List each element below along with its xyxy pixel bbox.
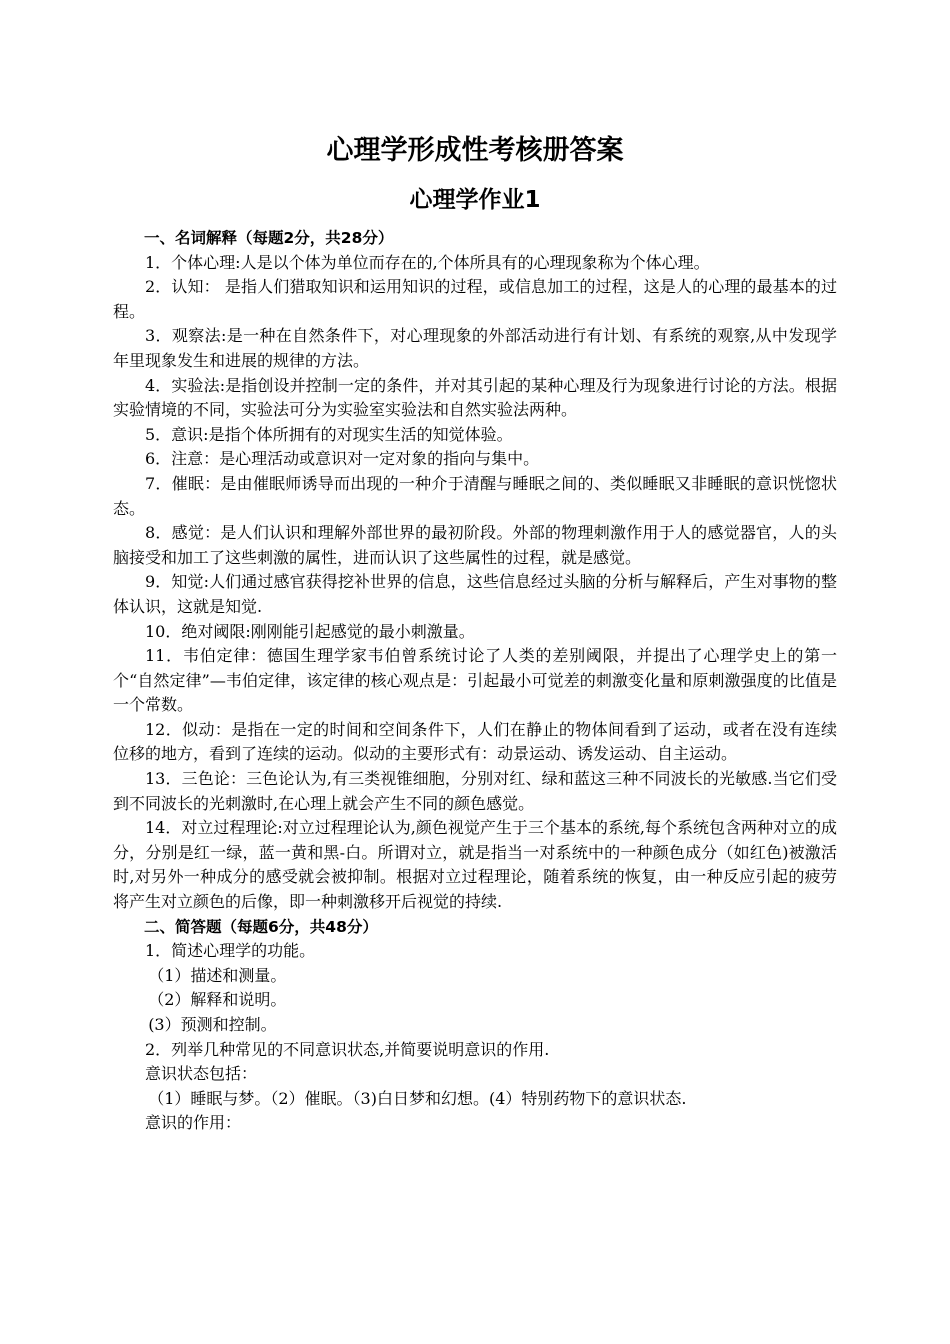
- document-subtitle: 心理学作业1: [409, 187, 541, 213]
- section-heading: 一、名词解释（每题2分，共28分）: [144, 229, 394, 247]
- definition-item: 13．三色论：三色论认为,有三类视锥细胞，分别对红、绿和蓝这三种不同波长的光敏感.当它们受到不同波长的光刺激时,在心理上就会产生不同的颜色感觉。: [113, 769, 837, 813]
- document-title: 心理学形成性考核册答案: [326, 135, 624, 166]
- definition-item: 7．催眠：是由催眠师诱导而出现的一种介于清醒与睡眠之间的、类似睡眠又非睡眠的意识恍惚状态。: [113, 473, 837, 518]
- answer-line: 意识状态包括：: [145, 1064, 258, 1084]
- definition-item: 8．感觉：是人们认识和理解外部世界的最初阶段。外部的物理刺激作用于人的感觉器官，人的头脑接受和加工了这些刺激的属性，进而认识了这些属性的过程，就是感觉。: [113, 523, 837, 567]
- question: 1．简述心理学的功能。: [145, 941, 316, 961]
- answer-line: 意识的作用：: [145, 1113, 242, 1133]
- definition-item: 3．观察法:是一种在自然条件下，对心理现象的外部活动进行有计划、有系统的观察,从中发现学年里现象发生和进展的规律的方法。: [113, 326, 837, 370]
- question: 2．列举几种常见的不同意识状态,并简要说明意识的作用.: [145, 1039, 550, 1059]
- definition-item: 4．实验法:是指创设并控制一定的条件，并对其引起的某种心理及行为现象进行讨论的方法。根据实验情境的不同，实验法可分为实验室实验法和自然实验法两种。: [113, 375, 837, 420]
- definition-item: 10．绝对阈限:刚刚能引起感觉的最小刺激量。: [145, 621, 475, 641]
- definition-item: 6．注意：是心理活动或意识对一定对象的指向与集中。: [145, 449, 540, 469]
- document-body: [113, 226, 837, 1136]
- definition-item: 14．对立过程理论:对立过程理论认为,颜色视觉产生于三个基本的系统,每个系统包含两种对立的成分，分别是红一绿，蓝一黄和黑-白。所谓对立，就是指当一对系统中的一种颜色成分（如红色)被激活时,对另外一种成分的感受就会被抑制。根据对立过程理论，随着系统的恢复，由一种反应引起的疲劳将产生对立颜色的后像，即一种刺激移开后视觉的持续.: [113, 818, 837, 912]
- answer-line: （1）睡眠与梦。（2）催眠。（3)白日梦和幻想。(4）特别药物下的意识状态.: [148, 1088, 687, 1108]
- definition-item: 1．个体心理:人是以个体为单位而存在的,个体所具有的心理现象称为个体心理。: [145, 252, 710, 272]
- definition-item: 2．认知： 是指人们猎取知识和运用知识的过程，或信息加工的过程，这是人的心理的最基本的过程。: [113, 277, 837, 321]
- answer-line: （1）描述和测量。: [148, 965, 287, 985]
- answer-line: （2）解释和说明。: [148, 990, 287, 1010]
- answer-line: (3）预测和控制。: [148, 1015, 277, 1034]
- section-heading: 二、简答题（每题6分，共48分）: [144, 917, 378, 936]
- definition-item: 5．意识:是指个体所拥有的对现实生活的知觉体验。: [145, 424, 513, 444]
- definition-item: 11．韦伯定律：德国生理学家韦伯曾系统讨论了人类的差别阈限，并提出了心理学史上的第一个“自然定律”—韦伯定律，该定律的核心观点是：引起最小可觉差的刺激变化量和原刺激强度的比值是一个常数。: [113, 646, 837, 715]
- definition-item: 9．知觉:人们通过感官获得挖补世界的信息，这些信息经过头脑的分析与解释后，产生对事物的整体认识，这就是知觉.: [113, 572, 837, 616]
- definition-item: 12．似动：是指在一定的时间和空间条件下，人们在静止的物体间看到了运动，或者在没有连续位移的地方，看到了连续的运动。似动的主要形式有：动景运动、诱发运动、自主运动。: [113, 719, 837, 764]
